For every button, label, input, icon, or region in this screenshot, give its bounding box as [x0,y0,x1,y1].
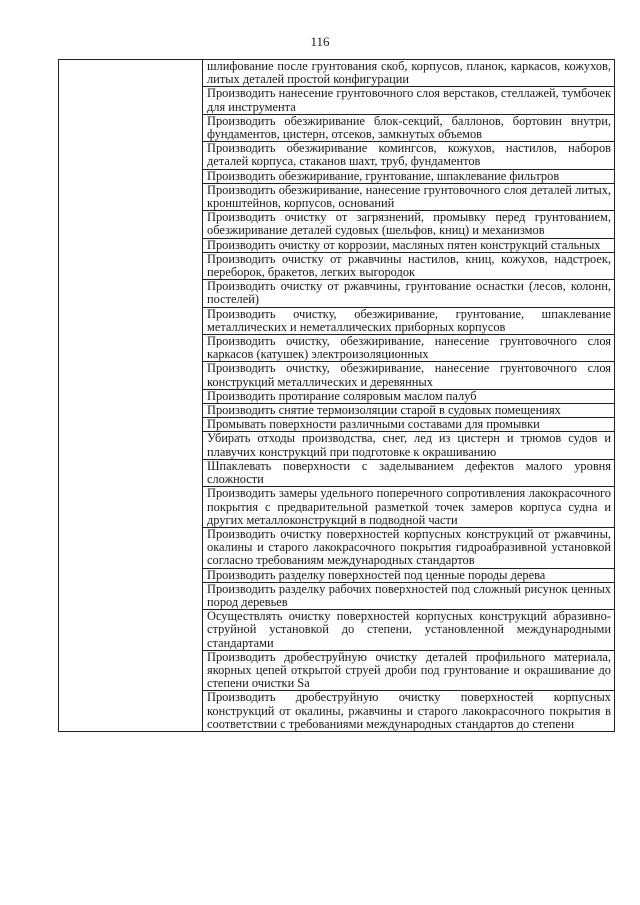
duty-text: Промывать поверхности различными составами для промывки [203,418,615,432]
duty-text: Производить очистку, обезжиривание, грунтование, шпаклевание металлических и неметаллических приборных корпусов [203,307,615,334]
left-column-cell [59,60,203,732]
duty-text: Производить дробеструйную очистку деталей профильного материала, якорных цепей открытой струей дроби под грунтование и окрашивание до степени очистки Sa [203,650,615,691]
duty-text: Производить нанесение грунтовочного слоя верстаков, стеллажей, тумбочек для инструмента [203,87,615,114]
duty-text: шлифование после грунтования скоб, корпусов, планок, каркасов, кожухов, литых деталей простой конфигурации [203,60,615,87]
duty-text: Производить очистку, обезжиривание, нанесение грунтовочного слоя каркасов (катушек) электроизоляционных [203,335,615,362]
duty-text: Осуществлять очистку поверхностей корпусных конструкций абразивно-струйной установкой до степени, установленной международными стандартами [203,610,615,651]
duty-text: Производить очистку от ржавчины настилов, книц, кожухов, надстроек, переборок, бракетов, легких выгородок [203,252,615,279]
duty-text: Производить обезжиривание, грунтование, шпаклевание фильтров [203,169,615,183]
duty-text: Производить очистку от коррозии, масляных пятен конструкций стальных [203,238,615,252]
duty-text: Шпаклевать поверхности с заделыванием дефектов малого уровня сложности [203,459,615,486]
table-row [59,60,615,87]
duty-text: Производить дробеструйную очистку поверхностей корпусных конструкций от окалины, ржавчины и старого лакокрасочного покрытия в соответствии с требованиями международных стандартов до степени [203,691,615,732]
duty-text: Производить обезжиривание комингсов, кожухов, настилов, наборов деталей корпуса, стаканов шахт, труб, фундаментов [203,142,615,169]
duty-text: Производить протирание соляровым маслом палуб [203,389,615,403]
page-number: 116 [310,34,330,49]
duties-table-body [59,60,615,732]
duties-table [58,59,615,732]
duty-text: Производить очистку от загрязнений, промывку перед грунтованием, обезжиривание деталей судовых (шельфов, книц) и механизмов [203,211,615,238]
duty-text: Производить обезжиривание, нанесение грунтовочного слоя деталей литых, кронштейнов, корпусов, оснований [203,183,615,210]
duty-text: Производить снятие термоизоляции старой в судовых помещениях [203,404,615,418]
duty-text: Убирать отходы производства, снег, лед из цистерн и трюмов судов и плавучих конструкций при подготовке к окрашиванию [203,432,615,459]
duty-text: Производить очистку поверхностей корпусных конструкций от ржавчины, окалины и старого лакокрасочного покрытия гидроабразивной установкой согласно требованиям международных стандартов [203,527,615,568]
duty-text: Производить разделку рабочих поверхностей под сложный рисунок ценных пород деревьев [203,582,615,609]
duty-text: Производить обезжиривание блок-секций, баллонов, бортовин внутри, фундаментов, цистерн, отсеков, замкнутых объемов [203,114,615,141]
duty-text: Производить замеры удельного поперечного сопротивления лакокрасочного покрытия с предварительной разметкой точек замеров корпуса судна и других металлоконструкций в подводной части [203,487,615,528]
duty-text: Производить очистку от ржавчины, грунтование оснастки (лесов, колонн, постелей) [203,280,615,307]
duty-text: Производить очистку, обезжиривание, нанесение грунтовочного слоя конструкций металлических и деревянных [203,362,615,389]
duty-text: Производить разделку поверхностей под ценные породы дерева [203,568,615,582]
